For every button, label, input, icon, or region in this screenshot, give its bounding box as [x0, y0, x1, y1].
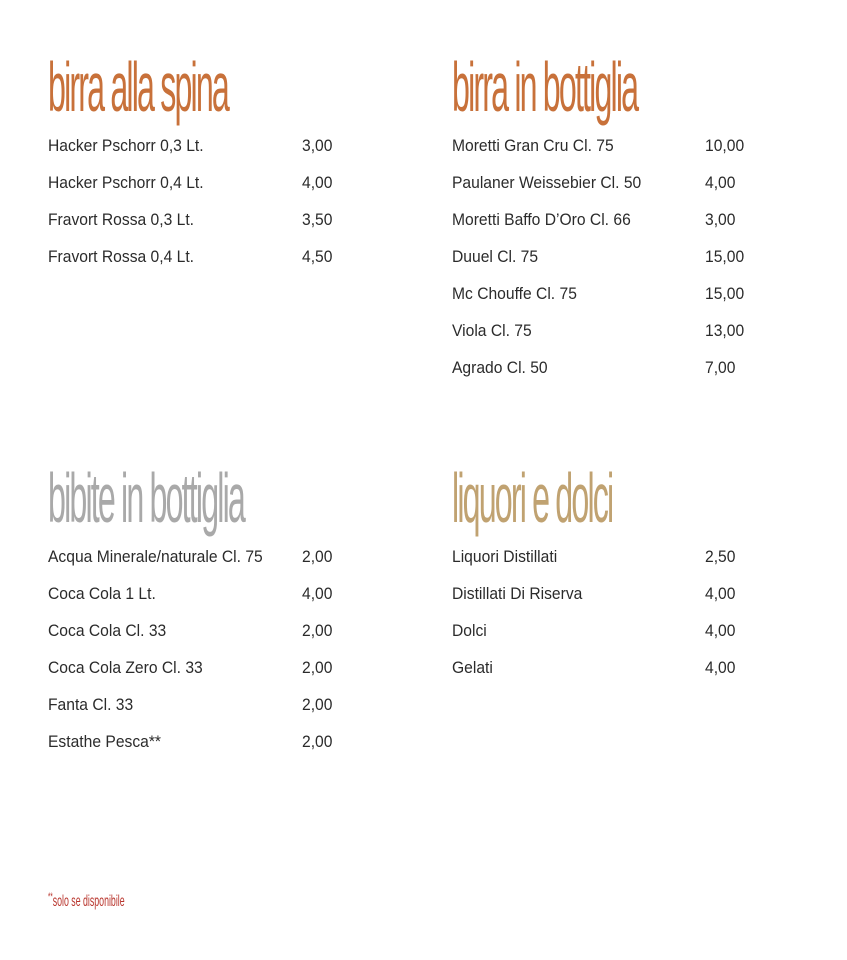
- menu-item-price: 4,00: [302, 173, 333, 192]
- menu-item: [452, 173, 847, 210]
- menu-item-name: Acqua Minerale/naturale Cl. 75: [48, 547, 263, 566]
- menu-item-price: 15,00: [705, 284, 745, 303]
- menu-item-price: 3,50: [302, 210, 333, 229]
- menu-item: [452, 358, 847, 395]
- menu-item: [48, 136, 439, 173]
- menu-item: [48, 210, 439, 247]
- section-birra-in-bottiglia: [452, 48, 847, 395]
- menu-item: [452, 321, 847, 358]
- menu-item-name: Estathe Pesca**: [48, 732, 162, 751]
- menu-list: [48, 547, 474, 769]
- menu-item-name: Fravort Rossa 0,4 Lt.: [48, 247, 195, 266]
- menu-item: [452, 210, 847, 247]
- section-title: liquori e dolci: [452, 459, 613, 537]
- menu-item-name: Distillati Di Riserva: [452, 584, 583, 603]
- section-title: bibite in bottiglia: [48, 459, 244, 537]
- menu-item-price: 4,00: [302, 584, 333, 603]
- menu-item-price: 2,50: [705, 547, 736, 566]
- menu-item: [48, 621, 474, 658]
- menu-item-name: Gelati: [452, 658, 493, 677]
- menu-item-name: Moretti Baffo D’Oro Cl. 66: [452, 210, 631, 229]
- menu-item: [48, 695, 474, 732]
- menu-item: [452, 621, 801, 658]
- menu-item: [48, 584, 474, 621]
- footnote-text: solo se disponibile: [52, 893, 125, 910]
- menu-item: [452, 584, 801, 621]
- menu-item: [48, 547, 474, 584]
- menu-item-name: Moretti Gran Cru Cl. 75: [452, 136, 614, 155]
- menu-item-name: Paulaner Weissebier Cl. 50: [452, 173, 642, 192]
- menu-item: [452, 136, 847, 173]
- section-title: birra in bottiglia: [452, 48, 638, 126]
- menu-item-name: Liquori Distillati: [452, 547, 558, 566]
- menu-item-price: 4,00: [705, 658, 736, 677]
- menu-item-price: 15,00: [705, 247, 745, 266]
- menu-item-price: 13,00: [705, 321, 745, 340]
- menu-item-price: 2,00: [302, 547, 333, 566]
- menu-item-name: Agrado Cl. 50: [452, 358, 548, 377]
- menu-item-price: 3,00: [705, 210, 736, 229]
- menu-item-name: Coca Cola 1 Lt.: [48, 584, 156, 603]
- menu-item-name: Fanta Cl. 33: [48, 695, 134, 714]
- footnote: [48, 893, 125, 911]
- menu-item-name: Hacker Pschorr 0,4 Lt.: [48, 173, 204, 192]
- section-bibite-in-bottiglia: [48, 459, 474, 769]
- section-title: birra alla spina: [48, 48, 228, 126]
- menu-item: [452, 547, 801, 584]
- menu-item-price: 2,00: [302, 621, 333, 640]
- menu-item-price: 4,00: [705, 584, 736, 603]
- menu-item-price: 2,00: [302, 658, 333, 677]
- menu-list: [452, 547, 801, 695]
- menu-item: [452, 284, 847, 321]
- menu-item-name: Viola Cl. 75: [452, 321, 532, 340]
- menu-item-price: 2,00: [302, 695, 333, 714]
- menu-item: [48, 658, 474, 695]
- menu-list: [452, 136, 847, 395]
- menu-item-name: Coca Cola Cl. 33: [48, 621, 167, 640]
- section-birra-alla-spina: [48, 48, 439, 284]
- footnote-mark: **: [48, 891, 53, 903]
- menu-item-price: 4,00: [705, 173, 736, 192]
- section-liquori-e-dolci: [452, 459, 801, 695]
- menu-item-name: Hacker Pschorr 0,3 Lt.: [48, 136, 204, 155]
- menu-item-name: Duuel Cl. 75: [452, 247, 539, 266]
- menu-item-name: Dolci: [452, 621, 487, 640]
- menu-item-name: Coca Cola Zero Cl. 33: [48, 658, 203, 677]
- menu-item-price: 7,00: [705, 358, 736, 377]
- menu-item: [452, 658, 801, 695]
- menu-item: [48, 732, 474, 769]
- menu-item-price: 10,00: [705, 136, 745, 155]
- menu-item: [48, 173, 439, 210]
- menu-item-price: 4,00: [705, 621, 736, 640]
- menu-item-name: Fravort Rossa 0,3 Lt.: [48, 210, 195, 229]
- menu-item-price: 2,00: [302, 732, 333, 751]
- menu-item-price: 3,00: [302, 136, 333, 155]
- menu-item-price: 4,50: [302, 247, 333, 266]
- menu-item-name: Mc Chouffe Cl. 75: [452, 284, 577, 303]
- menu-list: [48, 136, 439, 284]
- menu-item: [452, 247, 847, 284]
- menu-item: [48, 247, 439, 284]
